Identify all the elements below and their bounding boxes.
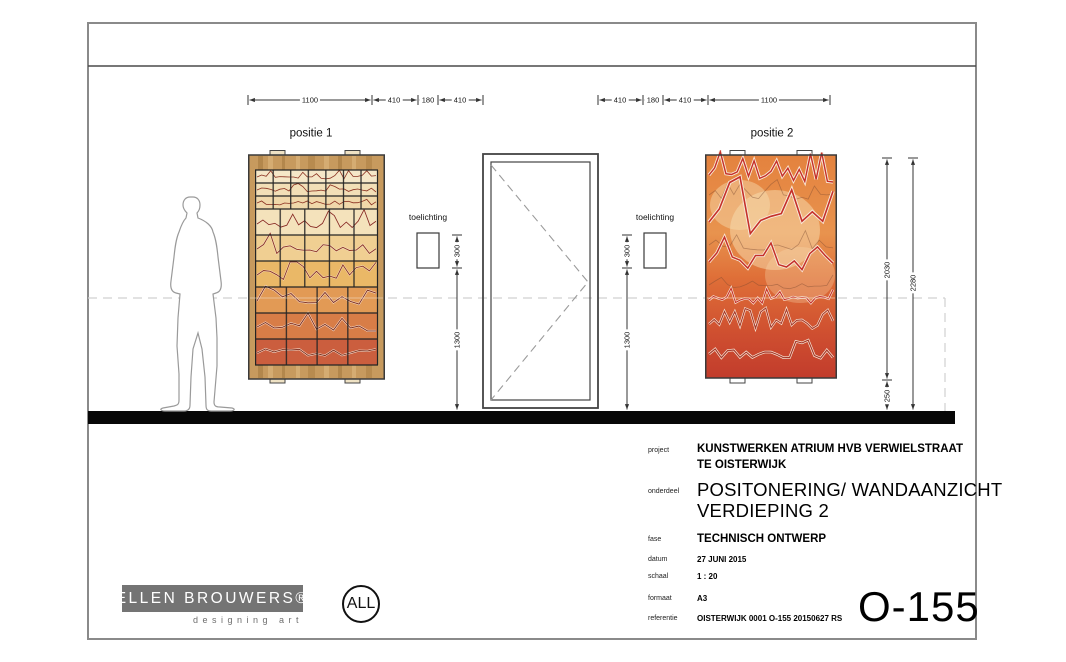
- field-value-project: [697, 441, 963, 473]
- note-label-left: toelichting: [408, 211, 448, 222]
- field-value-fase: TECHNISCH ONTWERP: [697, 533, 827, 545]
- dim-410-left-a: 410: [387, 95, 401, 105]
- position-2-label: positie 2: [750, 127, 794, 140]
- dim-180-left: 180: [421, 95, 435, 105]
- note-label-right: toelichting: [635, 211, 675, 222]
- dim-2280: 2280: [908, 274, 918, 292]
- dim-2030: 2030: [882, 261, 892, 279]
- door-swing-line: [491, 165, 588, 400]
- project-line-1: KUNSTWERKEN ATRIUM HVB VERWIELSTRAAT: [697, 443, 963, 455]
- field-label-fase: fase: [648, 536, 662, 543]
- field-label-referentie: referentie: [648, 615, 678, 622]
- artwork-position-1: [248, 150, 385, 386]
- field-value-datum: 27 JUNI 2015: [697, 555, 747, 564]
- dim-1100-right: 1100: [760, 95, 778, 105]
- human-figure: [161, 197, 234, 411]
- sheet-border: [88, 23, 976, 639]
- field-value-schaal: 1 : 20: [697, 572, 718, 581]
- dim-180-right: 180: [646, 95, 660, 105]
- sign-box-right: [644, 233, 666, 268]
- onderdeel-line-2: VERDIEPING 2: [697, 500, 829, 521]
- company-logo: ELLEN BROUWERS®: [122, 585, 303, 612]
- dim-410-right-b: 410: [678, 95, 692, 105]
- company-tagline: designing art: [192, 615, 303, 625]
- dim-410-left-b: 410: [453, 95, 467, 105]
- dim-1300-right: 1300: [622, 331, 632, 349]
- field-value-onderdeel: [697, 479, 1002, 521]
- dim-300-right: 300: [622, 244, 632, 258]
- all-badge: ALL: [342, 585, 380, 623]
- dim-1300-left: 1300: [452, 331, 462, 349]
- field-label-onderdeel: onderdeel: [648, 488, 680, 495]
- tile-grid: [255, 170, 378, 365]
- field-value-formaat: A3: [697, 594, 708, 603]
- onderdeel-line-1: POSITONERING/ WANDAANZICHT: [697, 479, 1003, 500]
- floor-band: [88, 411, 955, 424]
- field-label-formaat: formaat: [648, 595, 672, 602]
- field-label-schaal: schaal: [648, 573, 669, 580]
- dim-300-left: 300: [452, 244, 462, 258]
- artwork-position-2: [705, 150, 837, 386]
- dim-1100-left: 1100: [301, 95, 319, 105]
- drawing-number: O-155: [858, 583, 980, 630]
- dim-410-right-a: 410: [613, 95, 627, 105]
- project-line-2: TE OISTERWIJK: [697, 459, 787, 471]
- field-label-project: project: [648, 447, 670, 454]
- dim-250: 250: [882, 389, 892, 403]
- door: [483, 154, 598, 408]
- sign-box-left: [417, 233, 439, 268]
- field-value-referentie: OISTERWIJK 0001 O-155 20150627 RS: [697, 614, 843, 623]
- field-label-datum: datum: [648, 556, 668, 563]
- position-1-label: positie 1: [289, 127, 333, 140]
